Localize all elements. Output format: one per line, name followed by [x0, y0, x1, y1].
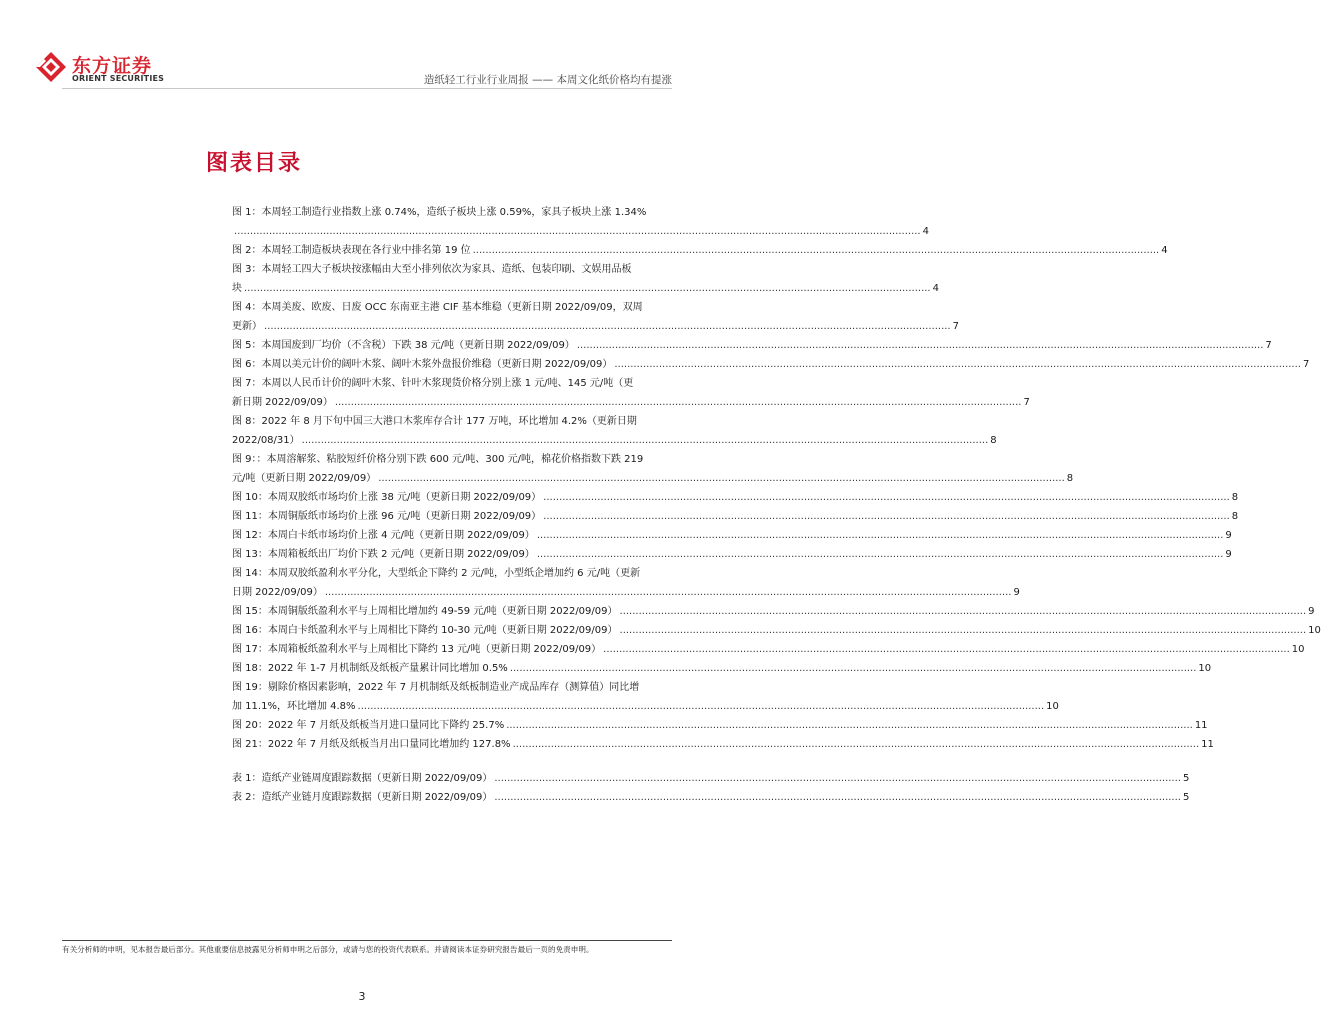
toc-page-number: 7 [952, 321, 959, 332]
toc-entry-line [232, 507, 1239, 526]
toc-page-number: 5 [1182, 773, 1190, 784]
toc-leader-dots [612, 355, 1301, 374]
toc-page-number: 11 [1201, 739, 1214, 750]
toc-leader-dots [618, 621, 1307, 640]
toc-page-number: 8 [1066, 473, 1074, 484]
toc-figure-entry[interactable] [232, 355, 1310, 374]
toc-section-gap [232, 754, 668, 769]
toc-page-number: 4 [1161, 245, 1168, 256]
toc-figure-entry[interactable] [232, 640, 1305, 659]
toc-leader-dots [376, 469, 1065, 488]
figure-list [232, 203, 1321, 754]
toc-entry-line [232, 583, 1020, 602]
toc-page-number: 10 [1046, 701, 1059, 712]
toc-figure-entry[interactable] [232, 298, 959, 336]
toc-figure-entry[interactable] [232, 241, 1168, 260]
toc-entry-text: 元/吨（更新日期 2022/09/09） [232, 473, 377, 484]
toc-page-number: 7 [1302, 359, 1310, 370]
toc-figure-entry[interactable] [232, 564, 1020, 602]
toc-page-number: 8 [990, 435, 997, 446]
toc-title: 图表目录 [206, 151, 303, 176]
toc-entry-text: 表 2：造纸产业链月度跟踪数据（更新日期 2022/09/09） [232, 792, 493, 803]
toc-entry-text: 表 1：造纸产业链周度跟踪数据（更新日期 2022/09/09） [232, 773, 493, 784]
toc-entry-text: 新日期 2022/09/09） [232, 397, 333, 408]
toc-page-number: 10 [1291, 644, 1305, 655]
toc-entry-text: 图 16：本周白卡纸盈利水平与上周相比下降约 10-30 元/吨（更新日期 2022/09/09） [232, 625, 618, 636]
toc-entry-line [232, 469, 1074, 488]
toc-entry-line [232, 412, 668, 431]
toc-figure-entry[interactable] [232, 526, 1232, 545]
toc-leader-dots [535, 545, 1224, 564]
toc-entry-text: 图 12：本周白卡纸市场均价上涨 4 元/吨（更新日期 2022/09/09） [232, 530, 535, 541]
toc-entry-line [232, 659, 1212, 678]
toc-page-number: 9 [1308, 606, 1315, 617]
logo-english-name: ORIENT SECURITIES [72, 74, 165, 83]
toc-leader-dots [601, 640, 1290, 659]
toc-entry-line [232, 222, 929, 241]
toc-entry-line [232, 393, 1030, 412]
toc-page-number: 5 [1182, 792, 1190, 803]
company-logo [34, 50, 164, 86]
toc-entry-text: 图 3：本周轻工四大子板块按涨幅由大至小排列依次为家具、造纸、包装印刷、文娱用品板 [232, 264, 632, 275]
toc-entry-line [232, 769, 1190, 788]
toc-leader-dots [492, 769, 1181, 788]
toc-page-number: 4 [932, 283, 939, 294]
toc-entry-text: 图 14：本周双胶纸盈利水平分化，大型纸企下降约 2 元/吨，小型纸企增加约 6 元/吨（更新 [232, 568, 641, 579]
toc-figure-entry[interactable] [232, 545, 1232, 564]
toc-figure-entry[interactable] [232, 659, 1212, 678]
toc-entry-line [232, 602, 1315, 621]
toc-leader-dots [511, 735, 1200, 754]
toc-page-number: 9 [1225, 549, 1232, 560]
toc-page-number: 7 [1023, 397, 1030, 408]
toc-entry-line [232, 450, 668, 469]
toc-leader-dots [541, 488, 1230, 507]
toc-entry-text: 日期 2022/09/09） [232, 587, 323, 598]
toc-entry-text: 图 9：：本周溶解浆、粘胶短纤价格分别下跌 600 元/吨、300 元/吨，棉花价格指数下跌 219 [232, 454, 644, 465]
toc-page-number: 9 [1225, 530, 1232, 541]
toc-entry-line [232, 735, 1214, 754]
toc-entry-line [232, 564, 668, 583]
table-list [232, 769, 1190, 807]
toc-figure-entry[interactable] [232, 260, 939, 298]
report-header-title: 造纸轻工行业行业周报 —— 本周文化纸价格均有提涨 [423, 74, 672, 86]
toc-entry-text: 图 6：本周以美元计价的阔叶木浆、阔叶木浆外盘报价维稳（更新日期 2022/09/09） [232, 359, 613, 370]
toc-page-number: 9 [1013, 587, 1020, 598]
toc-entry-text: 加 11.1%，环比增加 4.8% [232, 701, 356, 712]
toc-entry-line [232, 355, 1310, 374]
toc-leader-dots [508, 659, 1197, 678]
table-of-figures [232, 203, 1321, 807]
logo-chinese-name: 东方证券 [72, 55, 153, 77]
toc-figure-entry[interactable] [232, 412, 997, 450]
toc-entry-text: 更新） [232, 321, 262, 332]
toc-entry-text: 图 13：本周箱板纸出厂均价下跌 2 元/吨（更新日期 2022/09/09） [232, 549, 535, 560]
toc-entry-text: 2022/08/31） [232, 435, 300, 446]
toc-entry-text: 图 17：本周箱板纸盈利水平与上周相比下降约 13 元/吨（更新日期 2022/09/09） [232, 644, 602, 655]
toc-entry-line [232, 697, 1059, 716]
toc-figure-entry[interactable] [232, 678, 1059, 716]
toc-entry-line [232, 203, 668, 222]
toc-entry-line [232, 374, 668, 393]
toc-entry-line [232, 621, 1321, 640]
toc-entry-text: 图 21：2022 年 7 月纸及纸板当月出口量同比增加约 127.8% [232, 739, 511, 750]
toc-leader-dots [300, 431, 989, 450]
toc-entry-line [232, 640, 1305, 659]
toc-entry-line [232, 298, 668, 317]
toc-entry-text: 图 11：本周铜版纸市场均价上涨 96 元/吨（更新日期 2022/09/09） [232, 511, 542, 522]
toc-entry-line [232, 336, 1272, 355]
toc-figure-entry[interactable] [232, 507, 1239, 526]
toc-leader-dots [356, 697, 1045, 716]
toc-leader-dots [232, 222, 921, 241]
toc-page-number: 8 [1231, 492, 1239, 503]
toc-figure-entry[interactable] [232, 735, 1214, 754]
toc-entry-line [232, 545, 1232, 564]
toc-table-entry[interactable] [232, 788, 1190, 807]
toc-leader-dots [535, 526, 1224, 545]
toc-figure-entry[interactable] [232, 203, 929, 241]
toc-figure-entry[interactable] [232, 716, 1208, 735]
toc-entry-line [232, 260, 668, 279]
toc-figure-entry[interactable] [232, 488, 1239, 507]
header-divider [62, 88, 672, 89]
toc-entry-text: 块 [232, 283, 242, 294]
toc-leader-dots [262, 317, 951, 336]
toc-leader-dots [242, 279, 931, 298]
footer-divider [62, 940, 672, 941]
toc-entry-text: 图 20：2022 年 7 月纸及纸板当月进口量同比下降约 25.7% [232, 720, 505, 731]
toc-leader-dots [504, 716, 1193, 735]
toc-page-number: 10 [1198, 663, 1212, 674]
toc-entry-line [232, 678, 668, 697]
toc-leader-dots [575, 336, 1264, 355]
toc-page-number: 11 [1194, 720, 1208, 731]
toc-page-number: 7 [1265, 340, 1272, 351]
toc-entry-line [232, 431, 997, 450]
toc-entry-text: 图 10：本周双胶纸市场均价上涨 38 元/吨（更新日期 2022/09/09） [232, 492, 542, 503]
orient-securities-logo-icon [34, 50, 68, 84]
toc-entry-text: 图 1：本周轻工制造行业指数上涨 0.74%，造纸子板块上涨 0.59%，家具子板块上涨 1.34% [232, 207, 647, 218]
toc-entry-line [232, 716, 1208, 735]
toc-entry-text: 图 4：本周美废、欧废、日废 OCC 东南亚主港 CIF 基本维稳（更新日期 2022/09/09，双周 [232, 302, 643, 313]
page-number: 3 [358, 990, 366, 1003]
toc-page-number: 10 [1308, 625, 1321, 636]
toc-leader-dots [618, 602, 1307, 621]
toc-leader-dots [333, 393, 1022, 412]
toc-table-entry[interactable] [232, 769, 1190, 788]
toc-leader-dots [492, 788, 1181, 807]
toc-leader-dots [541, 507, 1230, 526]
toc-figure-entry[interactable] [232, 336, 1272, 355]
toc-entry-line [232, 241, 1168, 260]
toc-entry-line [232, 488, 1239, 507]
toc-figure-entry[interactable] [232, 621, 1321, 640]
toc-entry-text: 图 5：本周国废到厂均价（不含税）下跌 38 元/吨（更新日期 2022/09/09） [232, 340, 575, 351]
toc-leader-dots [323, 583, 1012, 602]
toc-figure-entry[interactable] [232, 374, 1030, 412]
toc-leader-dots [471, 241, 1160, 260]
toc-entry-text: 图 7：本周以人民币计价的阔叶木浆、针叶木浆现货价格分别上涨 1 元/吨、145 元/吨（更 [232, 378, 634, 389]
toc-entry-text: 图 18：2022 年 1-7 月机制纸及纸板产量累计同比增加 0.5% [232, 663, 508, 674]
toc-entry-line [232, 317, 959, 336]
toc-entry-text: 图 2：本周轻工制造板块表现在各行业中排名第 19 位 [232, 245, 471, 256]
footer-disclaimer: 有关分析师的申明，见本报告最后部分。其他重要信息披露见分析师申明之后部分，或请与您的投资代表联系。并请阅读本证券研究报告最后一页的免责申明。 [62, 945, 594, 954]
toc-figure-entry[interactable] [232, 450, 1074, 488]
toc-page-number: 8 [1231, 511, 1239, 522]
toc-entry-line [232, 526, 1232, 545]
toc-entry-line [232, 279, 939, 298]
toc-entry-text: 图 15：本周铜版纸盈利水平与上周相比增加约 49-59 元/吨（更新日期 2022/09/09） [232, 606, 618, 617]
toc-figure-entry[interactable] [232, 602, 1315, 621]
toc-entry-text: 图 19：剔除价格因素影响，2022 年 7 月机制纸及纸板制造业产成品库存（测算值）同比增 [232, 682, 640, 693]
toc-entry-text: 图 8：2022 年 8 月下旬中国三大港口木浆库存合计 177 万吨，环比增加 4.2%（更新日期 [232, 416, 637, 427]
toc-entry-line [232, 788, 1190, 807]
toc-page-number: 4 [922, 226, 929, 237]
